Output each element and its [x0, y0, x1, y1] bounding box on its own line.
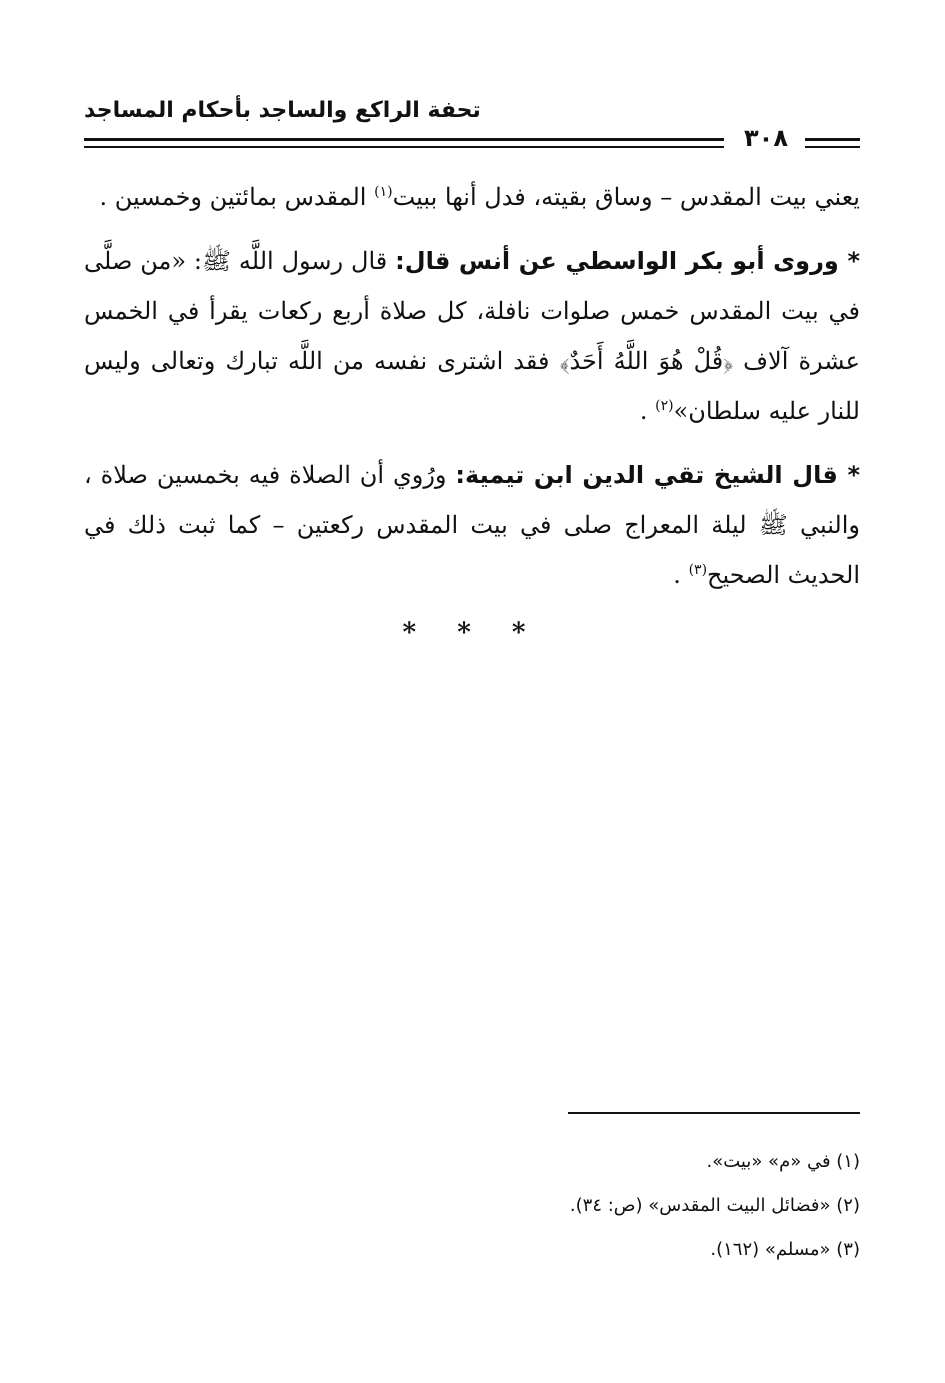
- paragraph-text: .: [673, 561, 689, 589]
- header-rule: [84, 138, 724, 141]
- paragraph-text: .: [639, 397, 656, 425]
- page-number: ٣٠٨: [744, 124, 788, 152]
- paragraph-lead: * وروى أبو بكر الواسطي عن أنس قال:: [395, 247, 860, 275]
- section-separator: * * *: [402, 618, 542, 648]
- paragraph-2: [84, 236, 860, 436]
- footnote-ref: (٢): [655, 398, 674, 414]
- paragraph-lead: * قال الشيخ تقي الدين ابن تيمية:: [455, 461, 861, 489]
- running-title: تحفة الراكع والساجد بأحكام المساجد: [84, 98, 481, 123]
- footnote-rule: [568, 1112, 860, 1114]
- paragraph-1: [84, 172, 860, 222]
- footnote-ref: (١): [374, 184, 393, 200]
- footnotes: [84, 1140, 860, 1272]
- footnote-ref: (٣): [688, 562, 708, 578]
- header-rule: [805, 146, 860, 148]
- main-text: [84, 172, 860, 600]
- paragraph-3: [84, 450, 860, 600]
- header-rule: [805, 138, 860, 141]
- footnote-2: (٢) «فضائل البيت المقدس» (ص: ٣٤).: [569, 1195, 860, 1216]
- footnote-1: (١) في «م» «بيت».: [706, 1151, 860, 1172]
- paragraph-text: المقدس بمائتين وخمسين .: [99, 183, 375, 211]
- header-rule: [84, 146, 724, 148]
- paragraph-text: ورُوي أن الصلاة فيه بخمسين صلاة ، والنبي ﷺ ليلة المعراج صلى في بيت المقدس ركعتين – كما ثبت ذلك في الحديث الصحيح: [84, 461, 861, 589]
- paragraph-text: قال رسول اللَّه ﷺ: «من صلَّى في بيت المقدس خمس صلوات نافلة، كل صلاة أربع ركعات يقرأ في الخمس عشرة آلاف ﴿قُلْ هُوَ اللَّهُ أَحَدٌ﴾ فقد اشترى نفسه من اللَّه تبارك وتعالى وليس للنار عليه سلطان»: [84, 247, 860, 425]
- paragraph-text: يعني بيت المقدس – وساق بقيته، فدل أنها ببيت: [392, 183, 860, 211]
- footnote-3: (٣) «مسلم» (١٦٢).: [710, 1239, 860, 1260]
